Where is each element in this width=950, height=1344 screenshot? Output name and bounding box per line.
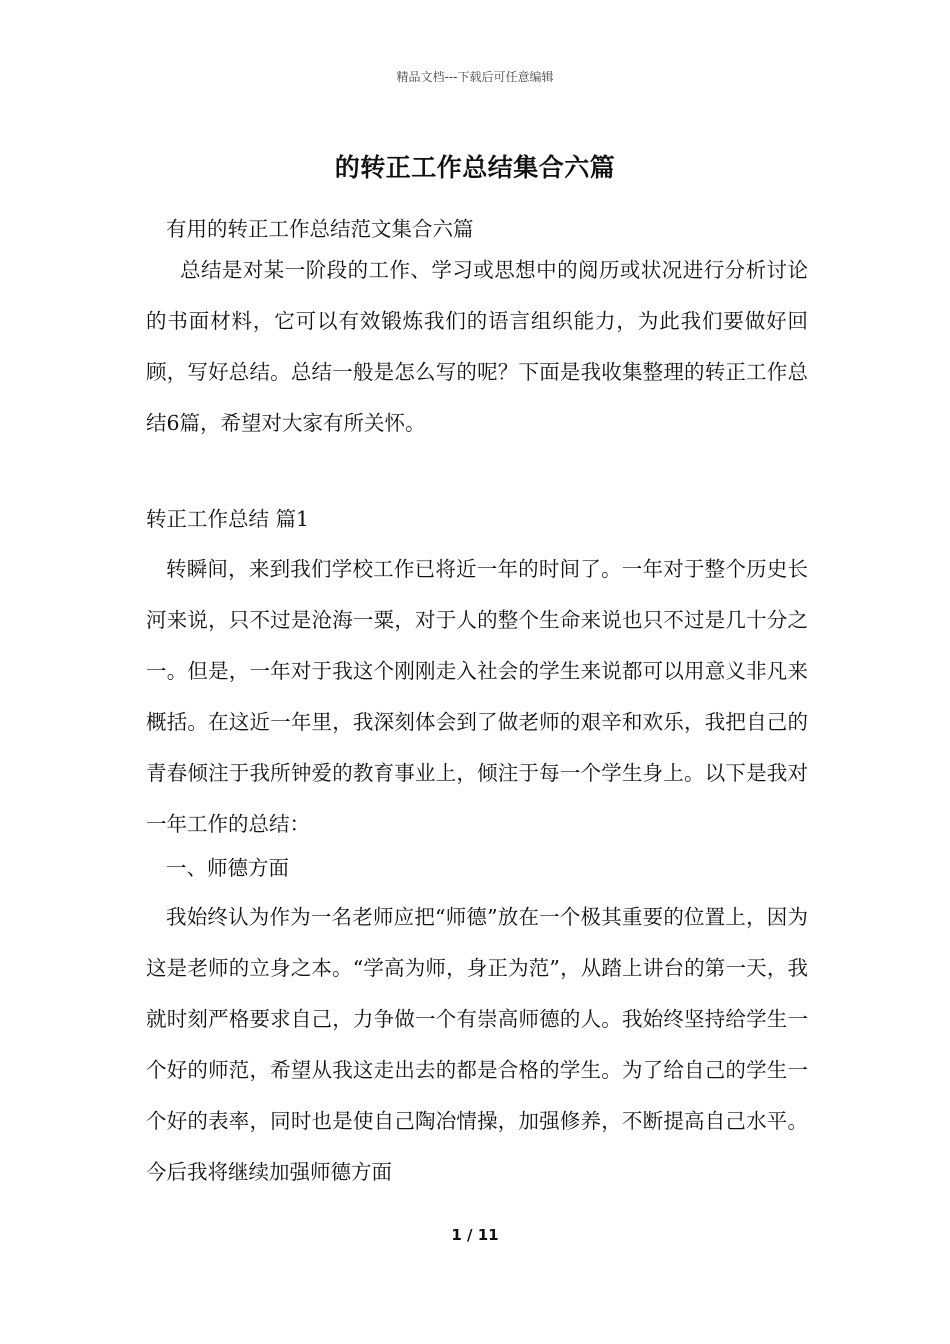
section-paragraph-2: 我始终认为作为一名老师应把“师德”放在一个极其重要的位置上，因为这是老师的立身之本。“学高为师，身正为范”，从踏上讲台的第一天，我就时刻严格要求自己，力争做一个有崇高师德的人。我始终坚持给学生一个好的师范，希望从我这走出去的都是合格的学生。为了给自己的学生一个好的表率，同时也是使自己陶冶情操，加强修养，不断提高自己水平。今后我将继续加强师德方面 (146, 905, 808, 1184)
document-subtitle: 有用的转正工作总结范文集合六篇 (166, 217, 474, 241)
header-note: 精品文档---下载后可任意编辑 (396, 70, 554, 84)
page-number: 1 / 11 (451, 1226, 499, 1244)
section-paragraph-1: 转瞬间，来到我们学校工作已将近一年的时间了。一年对于整个历史长河来说，只不过是沧海一粟，对于人的整个生命来说也只不过是几十分之一。但是，一年对于我这个刚刚走入社会的学生来说都可以用意义非凡来概括。在这近一年里，我深刻体会到了做老师的艰辛和欢乐，我把自己的青春倾注于我所钟爱的教育事业上，倾注于每一个学生身上。以下是我对一年工作的总结： (146, 557, 808, 836)
document-title: 的转正工作总结集合六篇 (334, 153, 616, 182)
intro-paragraph: 总结是对某一阶段的工作、学习或思想中的阅历或状况进行分析讨论的书面材料，它可以有效锻炼我们的语言组织能力，为此我们要做好回顾，写好总结。总结一般是怎么写的呢？下面是我收集整理的转正工作总结6篇，希望对大家有所关怀。 (146, 258, 808, 435)
section-heading: 转正工作总结 篇1 (146, 507, 310, 531)
subheading-morality: 一、师德方面 (166, 856, 289, 880)
